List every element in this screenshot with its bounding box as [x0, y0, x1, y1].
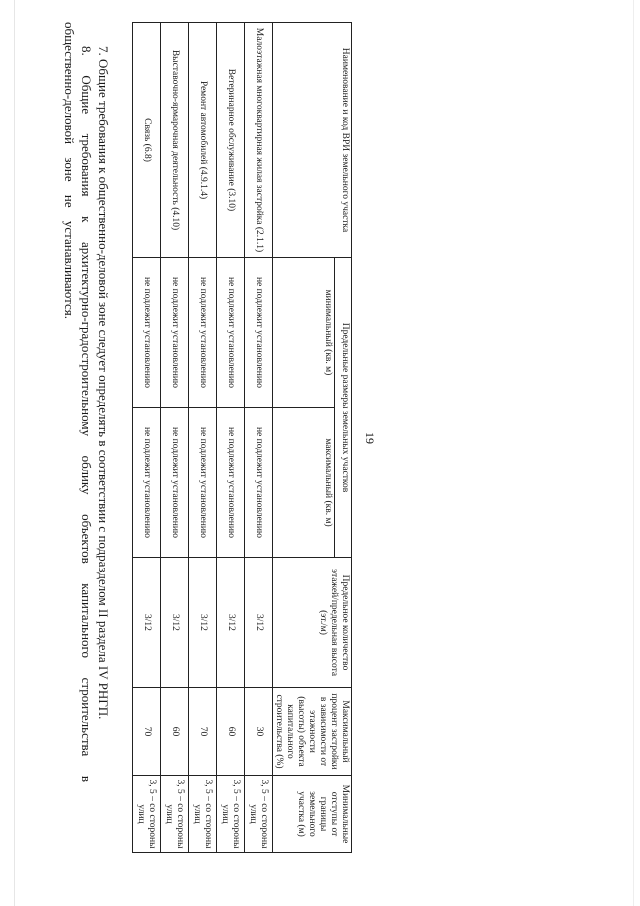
header-plot-sizes: Предельные размеры земельных участков: [335, 258, 352, 558]
cell-coverage: 60: [216, 688, 244, 776]
cell-name: Ремонт автомобилей (4.9.1.4): [188, 23, 216, 258]
table-row: [188, 23, 216, 853]
cell-max: не подлежит установлению: [244, 408, 272, 558]
cell-setback: 3, 5 – со стороны улиц: [188, 776, 216, 853]
header-setback: Минимальные отступы от границы земельного участка (м): [272, 776, 351, 853]
cell-coverage: 30: [244, 688, 272, 776]
cell-floors: 3/12: [160, 558, 188, 688]
table-row: [132, 23, 160, 853]
paragraph-8: 8. Общие требования к архитектурно-градостроительному облику объектов капитального строительства в общественно-деловой зоне не устанавливаются.: [62, 22, 94, 782]
cell-min: не подлежит установлению: [132, 258, 160, 408]
cell-max: не подлежит установлению: [160, 408, 188, 558]
table-row: [160, 23, 188, 853]
cell-name: Выставочно-ярмарочная деятельность (4.10): [160, 23, 188, 258]
cell-min: не подлежит установлению: [244, 258, 272, 408]
cell-name: Ветеринарное обслуживание (3.10): [216, 23, 244, 258]
header-name: Наименование и код ВРИ земельного участка: [272, 23, 351, 258]
header-coverage: Максимальный процент застройки в зависимости от этажности (высоты) объекта капитального строительства (%): [272, 688, 351, 776]
cell-setback: 3, 5 – со стороны улиц: [244, 776, 272, 853]
cell-min: не подлежит установлению: [188, 258, 216, 408]
paragraph-7: 7. Общие требования к общественно-деловой зоне следует определять в соответствии с подразделом II раздела IV РНГП.: [96, 46, 111, 720]
cell-setback: 3, 5 – со стороны улиц: [216, 776, 244, 853]
body-text: [61, 22, 112, 782]
cell-setback: 3, 5 – со стороны улиц: [160, 776, 188, 853]
cell-setback: 3, 5 – со стороны улиц: [132, 776, 160, 853]
page-number: 19: [363, 432, 377, 444]
table-row: [216, 23, 244, 853]
header-floors: Предельное количество этажей/предельная высота (эт./м): [272, 558, 351, 688]
cell-max: не подлежит установлению: [188, 408, 216, 558]
cell-min: не подлежит установлению: [160, 258, 188, 408]
table-row: [244, 23, 272, 853]
header-max: максимальный (кв. м): [272, 408, 335, 558]
rotated-page-content: [0, 22, 377, 902]
cell-coverage: 70: [132, 688, 160, 776]
cell-floors: 3/12: [216, 558, 244, 688]
cell-name: Малоэтажная многоквартирная жилая застройка (2.1.1): [244, 23, 272, 258]
cell-floors: 3/12: [244, 558, 272, 688]
cell-name: Связь (6.8): [132, 23, 160, 258]
cell-coverage: 60: [160, 688, 188, 776]
page-edge-right: [633, 0, 634, 906]
cell-floors: 3/12: [132, 558, 160, 688]
cell-coverage: 70: [188, 688, 216, 776]
header-min: минимальный (кв. м): [272, 258, 335, 408]
cell-floors: 3/12: [188, 558, 216, 688]
cell-max: не подлежит установлению: [132, 408, 160, 558]
land-use-table: [132, 22, 352, 853]
cell-min: не подлежит установлению: [216, 258, 244, 408]
cell-max: не подлежит установлению: [216, 408, 244, 558]
